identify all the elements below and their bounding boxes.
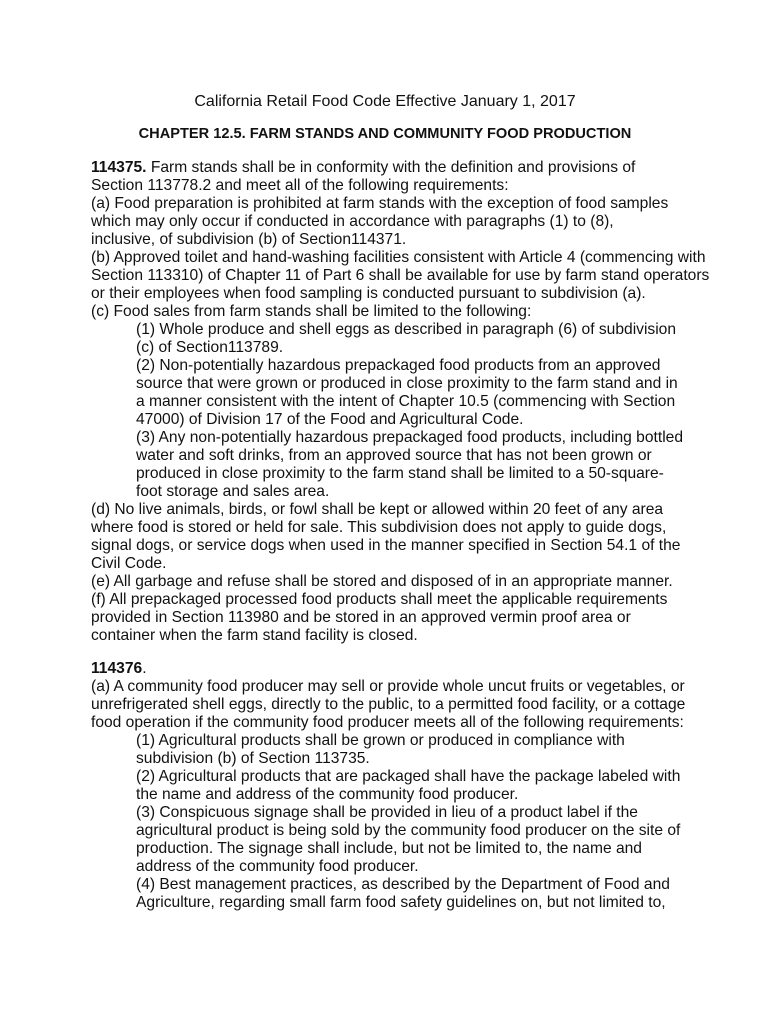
paragraph-line: a manner consistent with the intent of Chapter 10.5 (commencing with Section [136, 393, 676, 410]
paragraph-line: (d) No live animals, birds, or fowl shall be kept or allowed within 20 feet of any area [91, 501, 664, 518]
document-title: California Retail Food Code Effective January 1, 2017 [194, 93, 576, 110]
paragraph-line: (1) Agricultural products shall be grown or produced in compliance with [136, 732, 625, 749]
paragraph-line: production. The signage shall include, but not be limited to, the name and [136, 840, 642, 857]
paragraph-line: unrefrigerated shell eggs, directly to the public, to a permitted food facility, or a cottage [91, 696, 686, 713]
paragraph-line: (3) Conspicuous signage shall be provided in lieu of a product label if the [136, 804, 638, 821]
paragraph-line: provided in Section 113980 and be stored in an approved vermin proof area or [91, 609, 631, 626]
paragraph-line: (2) Agricultural products that are packaged shall have the package labeled with [136, 768, 681, 785]
paragraph-line: inclusive, of subdivision (b) of Section114371. [91, 231, 407, 248]
paragraph-line: produced in close proximity to the farm stand shall be limited to a 50-square- [136, 465, 664, 482]
paragraph-line: (2) Non-potentially hazardous prepackaged food products from an approved [136, 357, 661, 374]
paragraph-line: Section 113778.2 and meet all of the following requirements: [91, 177, 509, 194]
section-number: 114376 [91, 660, 143, 677]
section-114375-intro [91, 159, 731, 177]
paragraph-line: (3) Any non-potentially hazardous prepackaged food products, including bottled [136, 429, 684, 446]
section-number-suffix: . [142, 660, 147, 677]
section-114375 [91, 159, 731, 645]
paragraph-line: Farm stands shall be in conformity with the definition and provisions of [146, 159, 636, 176]
paragraph-line: foot storage and sales area. [136, 483, 330, 500]
paragraph-line: Agriculture, regarding small farm food safety guidelines on, but not limited to, [136, 894, 666, 911]
paragraph-line: (a) A community food producer may sell or provide whole uncut fruits or vegetables, or [91, 678, 685, 695]
paragraph-line: water and soft drinks, from an approved source that has not been grown or [136, 447, 652, 464]
paragraph-line: (b) Approved toilet and hand-washing facilities consistent with Article 4 (commencing with [91, 249, 706, 266]
paragraph-line: source that were grown or produced in close proximity to the farm stand and in [136, 375, 678, 392]
paragraph-line: (a) Food preparation is prohibited at farm stands with the exception of food samples [91, 195, 669, 212]
paragraph-line: address of the community food producer. [136, 858, 419, 875]
paragraph-line: 47000) of Division 17 of the Food and Agricultural Code. [136, 411, 524, 428]
paragraph-line: (1) Whole produce and shell eggs as described in paragraph (6) of subdivision [136, 321, 677, 338]
chapter-title: CHAPTER 12.5. FARM STANDS AND COMMUNITY FOOD PRODUCTION [138, 126, 632, 142]
paragraph-line: (c) Food sales from farm stands shall be limited to the following: [91, 303, 532, 320]
section-number: 114375. [91, 159, 147, 176]
section-114376 [91, 660, 731, 912]
paragraph-line: food operation if the community food producer meets all of the following requirements: [91, 714, 684, 731]
paragraph-line: which may only occur if conducted in accordance with paragraphs (1) to (8), [91, 213, 614, 230]
paragraph-line: (4) Best management practices, as described by the Department of Food and [136, 876, 670, 893]
section-114376-heading [91, 660, 731, 678]
paragraph-line: (c) of Section113789. [136, 339, 284, 356]
paragraph-line: signal dogs, or service dogs when used in the manner specified in Section 54.1 of the [91, 537, 681, 554]
paragraph-line: or their employees when food sampling is conducted pursuant to subdivision (a). [91, 285, 646, 302]
paragraph-line: agricultural product is being sold by the community food producer on the site of [136, 822, 681, 839]
paragraph-line: the name and address of the community food producer. [136, 786, 519, 803]
paragraph-line: (f) All prepackaged processed food products shall meet the applicable requirements [91, 591, 668, 608]
paragraph-line: subdivision (b) of Section 113735. [136, 750, 370, 767]
paragraph-line: (e) All garbage and refuse shall be stored and disposed of in an appropriate manner. [91, 573, 673, 590]
paragraph-line: where food is stored or held for sale. This subdivision does not apply to guide dogs, [91, 519, 667, 536]
paragraph-line: Civil Code. [91, 555, 167, 572]
paragraph-line: Section 113310) of Chapter 11 of Part 6 shall be available for use by farm stand operators [91, 267, 710, 284]
paragraph-line: container when the farm stand facility is closed. [91, 627, 418, 644]
